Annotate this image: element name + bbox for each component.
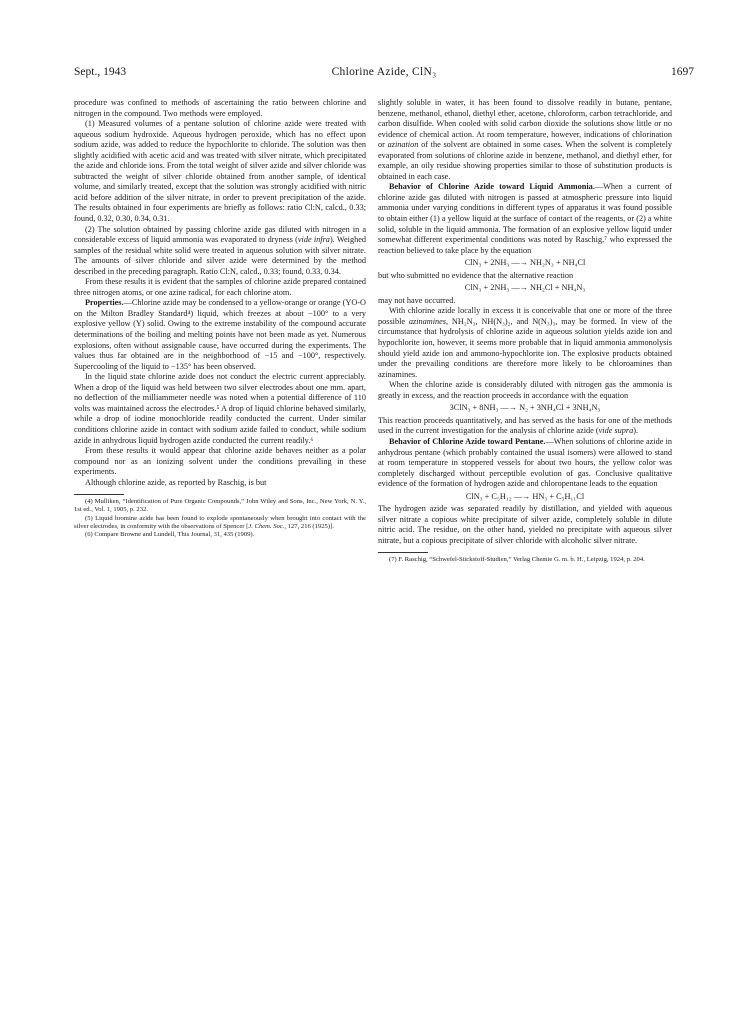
paragraph: When the chlorine azide is considerably diluted with nitrogen gas the ammonia is greatly in excess, and the reaction proceeds in accordance with the equation [378,380,672,400]
italic-text: vide infra [297,235,330,245]
paragraph: From these results it is evident that the samples of chlorine azide prepared contained three nitrogen atoms, or one azine radical, for each chlorine atom. [74,277,366,297]
paragraph: Although chlorine azide, as reported by Raschig, is but [85,477,267,487]
italic-text: azination [387,140,419,150]
paragraph: Properties.—Chlorine azide may be condensed to a yellow-orange or orange (YO-O on the Milton Bradley Standard⁴) liquid, which freezes at about −100° to a very explosive yellow (Y) solid. Owing to the extreme instability of the compound accurate determinations of the boiling and melting points have not been made as yet. Numerous explosions, often without assignable cause, have occurred during the experiments. The values thus far obtained are in the neighborhood of −15 and −100°, respectively. Supercooling of the liquid to −135° has been observed. [74,298,366,371]
equation: ClN₃ + 2NH₃ —→ NH₂Cl + NH₄N₃ [464,283,586,293]
italic-text: azinamines [408,316,447,326]
paragraph: In the liquid state chlorine azide does not conduct the electric current appreciably. When a drop of the liquid was held between two silver electrodes about one mm. apart, no deflection of the milliammeter needle was noted when a potential difference of 110 volts was maintained across the electrodes.⁵ A drop of liquid chlorine behaved similarly, while a drop of iodine monochloride readily conducted the current. Under similar conditions chlorine azide in contact with sodium azide failed to conduct, while sodium azide in anhydrous liquid hydrogen azide conducted the current readily.⁶ [74,372,366,445]
equation: 3ClN₃ + 8NH₃ —→ N₂ + 3NH₄Cl + 3NH₄N₃ [449,403,601,413]
footnote-divider [74,494,124,495]
section-heading: Properties. [85,298,124,308]
running-title: Chlorine Azide, ClN₃ [331,66,437,78]
equation: ClN₃ + 2NH₃ —→ NH₂N₃ + NH₄Cl [464,258,586,268]
footnote: (4) Mulliken, “Identification of Pure Organic Compounds,” John Wiley and Sons, Inc., New York, N. Y., 1st ed., Vol. 1, 1905, p. 232. [74,498,366,514]
section-heading: Behavior of Chlorine Azide toward Pentane. [389,436,546,446]
paragraph: (2) The solution obtained by passing chlorine azide gas diluted with nitrogen in a considerable excess of liquid ammonia was evaporated to dryness (vide infra). Weighed samples of the residual white solid were treated in aqueous solution with silver nitrate. The amounts of silver chloride and silver azide were determined by the method described in the preceding paragraph. Ratio Cl:N, calcd., 0.33; found, 0.33, 0.34. [74,224,366,276]
paragraph: (1) Measured volumes of a pentane solution of chlorine azide were treated with aqueous sodium hydroxide. Aqueous hydrogen peroxide, which has no effect upon sodium azide, was added to reduce the hypochlorite to chloride. The solution was then slightly acidified with acetic acid and was treated with silver nitrate, which precipitated the azide and chloride ions. From the total weight of silver azide and silver chloride was subtracted the weight of silver chloride obtained from another sample, of identical volume, and similarly treated, except that the solution was strongly acidified with nitric acid before addition of the silver nitrate, in order to prevent precipitation of the azide. The results obtained in four experiments are briefly as follows: ratio Cl:N, calcd., 0.33; found, 0.32, 0.30, 0.34, 0.31. [74,119,366,224]
paragraph: but who submitted no evidence that the alternative reaction [378,270,574,280]
section-heading: Behavior of Chlorine Azide toward Liquid Ammonia. [389,182,595,192]
paragraph: slightly soluble in water, it has been found to dissolve readily in butane, pentane, benzene, methanol, ethanol, diethyl ether, acetone, chloroform, carbon tetrachloride, and carbon disulfide. When cooled with solid carbon dioxide the solutions show little or no evidence of chemical action. At room temperature, however, indications of chlorination or azination of the solvent are obtained in some cases. When the solvent is completely evaporated from solutions of chlorine azide in benzene, methanol, and diethyl ether, for example, an oily residue showing properties similar to those of substitution products is obtained in each case. [378,98,672,181]
equation: ClN₃ + C₅H₁₂ —→ HN₃ + C₅H₁₁Cl [465,491,585,501]
footnote-divider [378,552,428,553]
right-column [378,98,672,565]
page-number: 1697 [671,66,694,78]
footnote: (7) F. Raschig, “Schwefel-Stickstoff-Studien,” Verlag Chemie G. m. b. H., Leipzig, 1924, p. 204. [389,556,645,564]
paragraph: Behavior of Chlorine Azide toward Pentane.—When solutions of chlorine azide in anhydrous pentane (which probably contained the usual isomers) were allowed to stand at room temperature in stoppered vessels for about two hours, the yellow color was completely discharged without perceptible evolution of gas. Conclusive qualitative evidence of the formation of hydrogen azide and chloropentane leads to the equation [378,436,673,489]
paragraph: With chlorine azide locally in excess it is conceivable that one or more of the three possible azinamines, NH₂N₃, NH(N₃)₂, and N(N₃)₃, may be formed. In view of the circumstance that hydrolysis of chlorine azide in aqueous solution yields azide ion and hypochlorite ion, however, it seems more probable that in liquid ammonia ammonolysis should yield azide ion and ammono-hypochlorite ion. The explosive products obtained under the prevailing conditions are therefore more likely to be chloroamines than azinamines. [378,306,673,379]
paragraph: procedure was confined to methods of ascertaining the ratio between chlorine and nitrogen in the compound. Two methods were employed. [74,98,366,118]
issue-date: Sept., 1943 [74,66,127,78]
footnote: (6) Compare Browne and Lundell, This Journal, 31, 435 (1909). [85,531,255,539]
running-header [74,66,694,80]
left-column [74,98,366,539]
italic-text: vide supra [598,426,634,436]
paragraph: This reaction proceeds quantitatively, and has served as the basis for one of the methods used in the current investigation for the analysis of chlorine azide (vide supra). [378,415,672,436]
paragraph: Behavior of Chlorine Azide toward Liquid Ammonia.—When a current of chlorine azide gas diluted with nitrogen is passed at atmospheric pressure into liquid ammonia under varying conditions in different types of apparatus it was found possible to obtain either (1) a yellow liquid at the surface of contact of the reagents, or (2) a white solid, soluble in the liquid ammonia. The formation of an explosive yellow liquid under somewhat different experimental conditions was noted by Raschig,⁷ who expressed the reaction believed to take place by the equation [378,182,672,255]
paragraph: From these results it would appear that chlorine azide behaves neither as a polar compound nor as an ionizing solvent under the conditions prevailing in these experiments. [74,446,366,477]
footnote: (5) Liquid bromine azide has been found to explode spontaneously when brought into contact with the silver electrodes, in conformity with the observations of Spencer [J. Chem. Soc., 127, 216 (1925)]. [74,514,366,530]
paragraph: The hydrogen azide was separated readily by distillation, and yielded with aqueous silver nitrate a copious white precipitate of silver azide, completely soluble in dilute nitric acid. The residue, on the other hand, yielded no precipitate with aqueous silver nitrate, but a copious precipitate of silver chloride with alcoholic silver nitrate. [378,504,672,545]
paragraph: may not have occurred. [378,295,456,305]
